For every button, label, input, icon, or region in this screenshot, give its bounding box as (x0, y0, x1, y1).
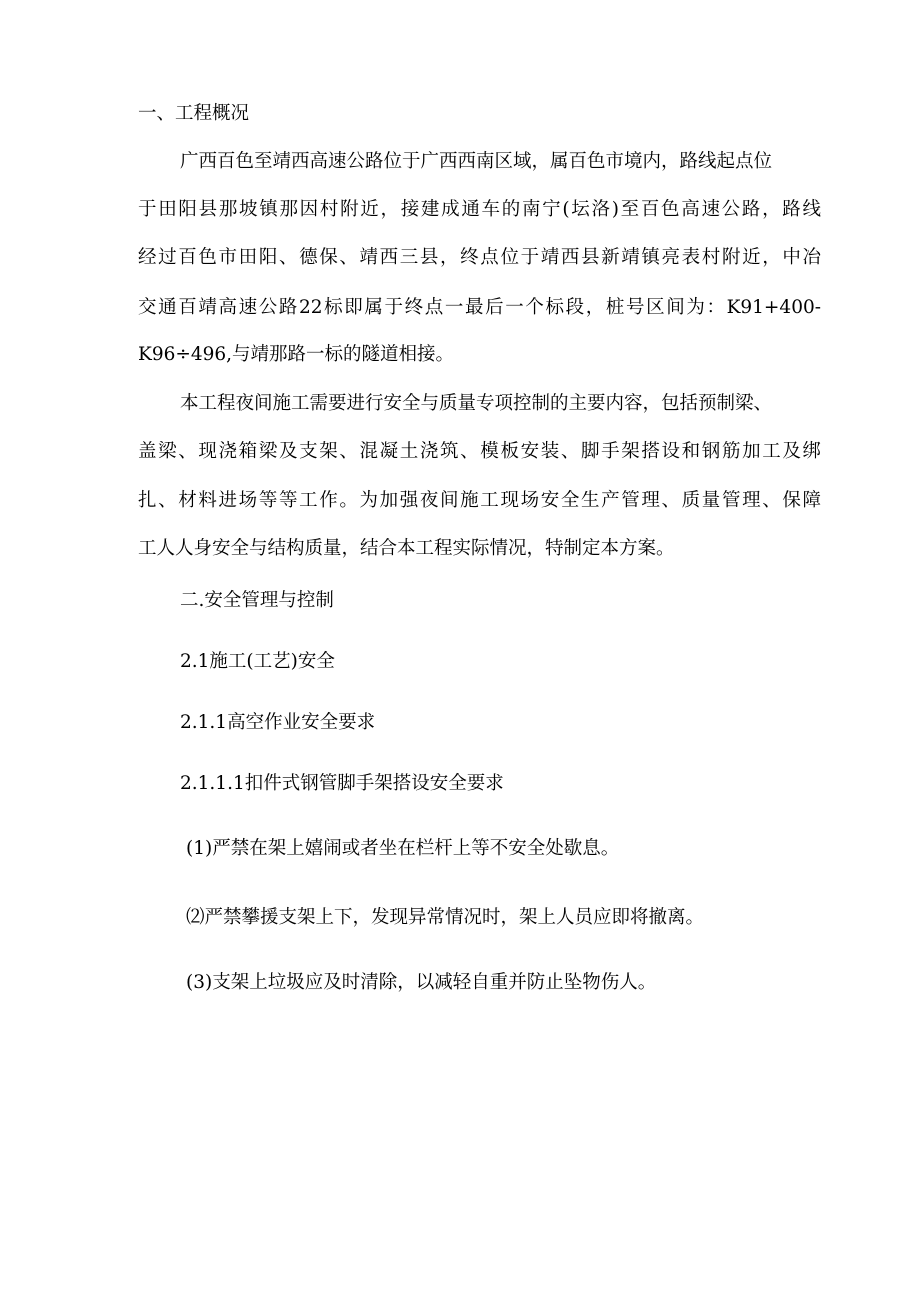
paragraph-line: 工人人身安全与结构质量，结合本工程实际情况，特制定本方案。 (138, 538, 675, 559)
subsection-heading: 2.1.1高空作业安全要求 (180, 712, 376, 733)
paragraph-line: 于田阳县那坡镇那因村附近，接建成通车的南宁(坛洛)至百色高速公路，路线 (138, 199, 821, 220)
paragraph-line: K96÷496,与靖那路一标的隧道相接。 (138, 344, 455, 365)
section-heading-safety: 二.安全管理与控制 (180, 590, 334, 611)
list-item: (1)严禁在架上嬉闹或者坐在栏杆上等不安全处歇息。 (186, 838, 620, 859)
paragraph-line: 交通百靖高速公路22标即属于终点一最后一个标段，桩号区间为：K91+400- (138, 297, 821, 318)
subsection-heading: 2.1施工(工艺)安全 (180, 651, 335, 672)
paragraph-line: 本工程夜间施工需要进行安全与质量专项控制的主要内容，包括预制梁、 (180, 393, 773, 414)
paragraph-line: 盖梁、现浇箱梁及支架、混凝土浇筑、模板安装、脚手架搭设和钢筋加工及绑 (138, 441, 821, 462)
paragraph-line: 经过百色市田阳、德保、靖西三县，终点位于靖西县新靖镇亮表村附近，中冶 (138, 247, 821, 268)
paragraph-line: 广西百色至靖西高速公路位于广西西南区域，属百色市境内，路线起点位 (180, 151, 773, 172)
list-item: (3)支架上垃圾应及时清除，以减轻自重并防止坠物伤人。 (186, 972, 657, 993)
list-item: ⑵严禁攀援支架上下，发现异常情况时，架上人员应即将撤离。 (186, 907, 705, 928)
section-heading-overview: 一、工程概况 (138, 103, 250, 124)
subsection-heading: 2.1.1.1扣件式钢管脚手架搭设安全要求 (180, 773, 504, 794)
paragraph-line: 扎、材料进场等等工作。为加强夜间施工现场安全生产管理、质量管理、保障 (138, 490, 821, 511)
